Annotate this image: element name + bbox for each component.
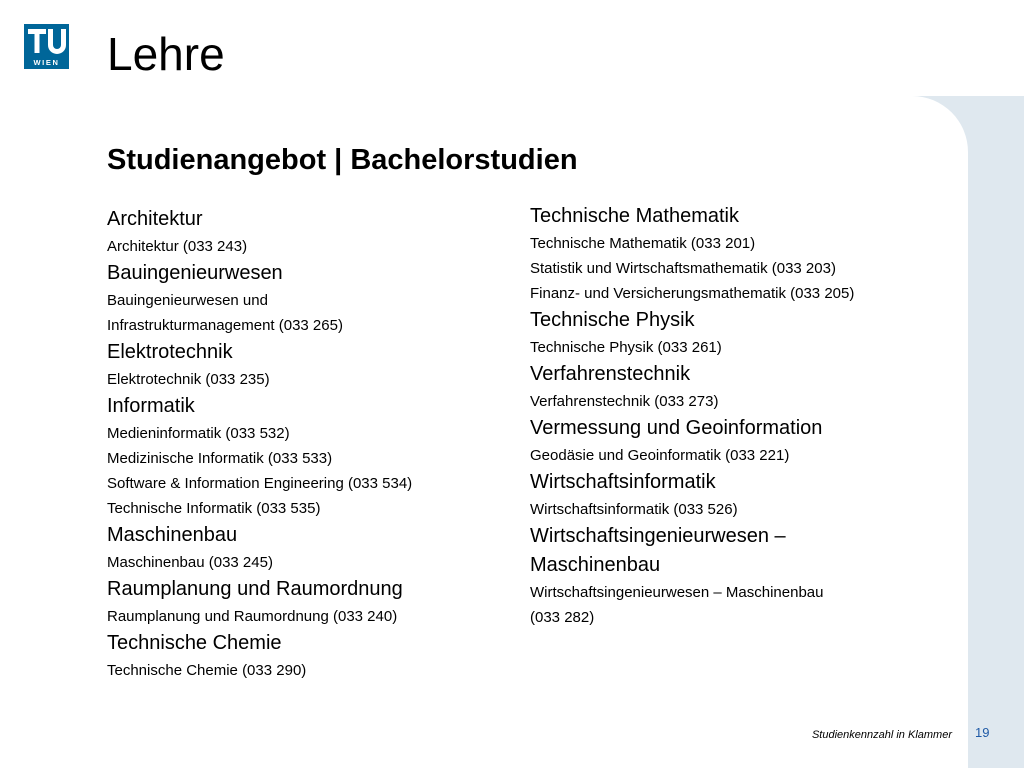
right-column [530, 202, 950, 630]
left-column [107, 205, 517, 683]
program-item: Medizinische Informatik (033 533) [107, 450, 333, 467]
program-item: Medieninformatik (033 532) [107, 425, 290, 442]
slide-title: Lehre [107, 28, 225, 80]
program-list [530, 497, 950, 522]
program-item: Architektur (033 243) [107, 238, 248, 255]
program-group-informatik [107, 392, 517, 521]
program-item: Wirtschaftsinformatik (033 526) [530, 501, 738, 518]
program-list [107, 234, 517, 259]
tu-wien-logo [24, 24, 69, 69]
program-item: (033 282) [530, 609, 595, 626]
program-item: Finanz- und Versicherungsmathematik (033 205) [530, 285, 855, 302]
program-list [107, 550, 517, 575]
program-group-title: Informatik [107, 395, 195, 417]
program-group-technische-mathematik [530, 202, 950, 306]
program-group-title: Wirtschaftsingenieurwesen – [530, 525, 786, 547]
program-list [530, 335, 950, 360]
program-item: Wirtschaftsingenieurwesen – Maschinenbau [530, 584, 824, 601]
slide-header [0, 0, 1024, 96]
program-group-title: Technische Physik [530, 309, 695, 331]
logo-text-bottom: WIEN [33, 58, 60, 67]
program-list [530, 389, 950, 414]
program-list [530, 443, 950, 468]
program-group-title: Technische Mathematik [530, 205, 739, 227]
program-group-wirtschaftsinformatik [530, 468, 950, 522]
program-group-wirtschaftsingenieurwesen-maschinenbau [530, 522, 950, 630]
program-group-technische-chemie [107, 629, 517, 683]
program-group-title: Vermessung und Geoinformation [530, 417, 823, 439]
program-list [530, 231, 950, 306]
program-group-title: Raumplanung und Raumordnung [107, 578, 403, 600]
program-item: Bauingenieurwesen und [107, 292, 268, 309]
page-number: 19 [975, 725, 990, 740]
tu-wien-logo-icon [24, 24, 69, 69]
program-group-title: Bauingenieurwesen [107, 262, 283, 284]
program-item: Software & Information Engineering (033 534) [107, 475, 413, 492]
program-group-bauingenieurwesen [107, 259, 517, 338]
program-group-title: Maschinenbau [530, 554, 661, 576]
program-group-title: Verfahrenstechnik [530, 363, 691, 385]
program-item: Verfahrenstechnik (033 273) [530, 393, 719, 410]
program-list [107, 604, 517, 629]
program-group-title: Wirtschaftsinformatik [530, 471, 716, 493]
program-group-raumplanung-und-raumordnung [107, 575, 517, 629]
program-group-title: Maschinenbau [107, 524, 238, 546]
program-item: Infrastrukturmanagement (033 265) [107, 317, 343, 334]
program-item: Technische Informatik (033 535) [107, 500, 321, 517]
program-group-vermessung-und-geoinformation [530, 414, 950, 468]
program-item: Geodäsie und Geoinformatik (033 221) [530, 447, 790, 464]
program-list [107, 421, 517, 521]
program-item: Statistik und Wirtschaftsmathematik (033 203) [530, 260, 836, 277]
program-list [107, 658, 517, 683]
program-group-title: Architektur [107, 208, 203, 230]
program-group-verfahrenstechnik [530, 360, 950, 414]
section-subtitle: Studienangebot | Bachelorstudien [107, 144, 578, 176]
program-item: Maschinenbau (033 245) [107, 554, 273, 571]
program-item: Technische Mathematik (033 201) [530, 235, 756, 252]
program-group-technische-physik [530, 306, 950, 360]
program-group-architektur [107, 205, 517, 259]
program-group-elektrotechnik [107, 338, 517, 392]
program-item: Elektrotechnik (033 235) [107, 371, 270, 388]
program-item: Technische Chemie (033 290) [107, 662, 307, 679]
program-list [107, 288, 517, 338]
program-group-title: Technische Chemie [107, 632, 282, 654]
footnote: Studienkennzahl in Klammer [811, 729, 952, 741]
program-list [530, 580, 950, 630]
program-item: Raumplanung und Raumordnung (033 240) [107, 608, 398, 625]
program-group-title: Elektrotechnik [107, 341, 233, 363]
program-list [107, 367, 517, 392]
program-item: Technische Physik (033 261) [530, 339, 722, 356]
program-group-maschinenbau [107, 521, 517, 575]
